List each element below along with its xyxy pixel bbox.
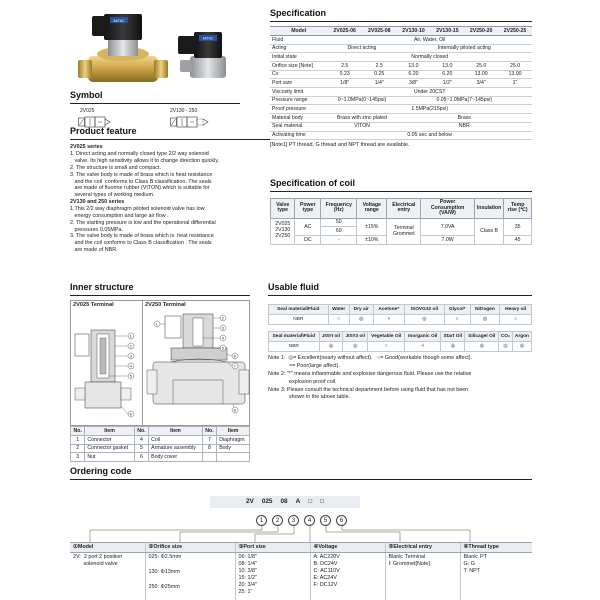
order-option: 25: 1" [238,589,253,596]
code-position-6: 6 [336,515,347,526]
spec-value: 3/4" [464,79,498,88]
product-photo [70,6,240,88]
svg-text:7: 7 [233,363,236,369]
diagram-2v250-label: 2V250 Terminal [145,302,186,309]
spec-value: 1" [498,79,532,88]
spec-value: VITON [327,122,396,131]
feature-line: 3. The valve body is made of brass which is heat resistance [70,233,214,240]
fluid-rating: ○ [368,342,405,352]
parts-row [71,435,250,444]
coil-temp-dc: 45 [504,235,532,244]
order-option: 250: Φ25mm [148,584,180,591]
spec-value: 1.5MPa(215psi) [327,105,532,114]
product-feature-section [70,126,270,254]
part-number: 8 [202,444,216,453]
part-name: Coil [149,435,203,444]
fluid-note-line: shown in the above table. [268,394,351,401]
valve-2v250-section-drawing [143,310,251,422]
order-option: 15: 1/2" [238,575,257,582]
ordering-section [70,466,532,600]
spec-value: 6.20 [397,70,431,79]
parts-row [71,444,250,453]
order-option: B: DC24V [313,561,338,568]
ordering-title: Ordering code [70,466,532,480]
code-orifice: 025 [261,498,273,506]
fluid-note-line: ×= Poor(large affect). [268,363,340,370]
spec-header-model: Model [270,27,327,36]
spec-value: 1/8" [327,79,362,88]
spec-row [270,35,532,44]
spec-value: Normally closed [327,53,532,62]
spec-value: 13.0 [430,62,464,71]
part-name: Armature assembly [149,444,203,453]
fluid-rating: ○ [328,315,349,325]
parts-header: Item [85,427,134,436]
order-option: C: AC110V [313,568,340,575]
code-port: 08 [280,498,288,506]
part-name: Body [217,444,250,453]
specification-section [270,8,532,150]
spec-row-label: Initial state [270,53,327,62]
part-number: 1 [71,435,85,444]
part-name: Nut [85,453,134,462]
specification-title: Specification [270,8,532,22]
parts-header: No. [71,427,85,436]
spec-value: 13.00 [464,70,498,79]
part-name: Diaphragm [217,435,250,444]
order-option: E: AC24V [313,575,337,582]
coil-power-consumption-dc: 7.0W [421,235,474,244]
feature-line: 1. Direct acting and normally closed type 2/2 way solenoid [70,151,209,158]
order-header: ②Orifice size [145,543,235,553]
fluid-rating: ◎ [349,315,373,325]
spec-value: 0.05 sec and below [327,131,532,140]
fluid-header: Argon [512,332,531,342]
fluid-header: Start Oil [441,332,465,342]
spec-row [270,44,532,53]
spec-value: 0~1.0MPa(0~145psi) [327,96,396,105]
spec-row-label: Port size [270,79,327,88]
diagram-2v250 [143,301,251,427]
code-position-5: 5 [320,515,331,526]
order-header: ⑤Electrical entry [385,543,460,553]
spec-header-2v025-06: 2V025-06 [327,27,362,36]
svg-text:5: 5 [129,373,132,379]
inner-structure-section [70,282,250,462]
inner-structure-title: Inner structure [70,282,250,296]
svg-text:1: 1 [155,321,158,327]
feature-line: are made of fluorine rubber (VITON) which is suitable for [70,185,210,192]
fluid-rating: ◎ [441,342,465,352]
feature-line: pressure≤ 0.05MPa. [70,226,123,233]
coil-power-consumption-ac: 7.0VA [421,218,474,235]
order-entry-cell [385,553,460,600]
order-header: ①Model [70,543,145,553]
order-option: solenoid valve [73,561,118,568]
spec-value: Internally piloted acting [397,44,532,53]
spec-row [270,70,532,79]
series-heading-2v130-250: 2V130 and 250 series [70,199,125,206]
fluid-rating: ○ [444,315,470,325]
order-header: ④Voltage [310,543,385,553]
code-position-3: 3 [288,515,299,526]
part-number: 4 [134,435,148,444]
fluid-note-line: Note 2: "*" means inflammable and explosive dangerous fluid. Please use the relative [268,370,472,377]
order-header: ⑥Thread type [460,543,532,553]
order-option: 2V: 2 port 2 position [73,554,123,561]
order-option: 20: 3/4" [238,582,257,589]
valve-2v025-section-drawing [71,310,143,422]
coil-header: Valve type [271,199,295,218]
part-number: 7 [202,435,216,444]
coil-power-dc: DC [295,235,321,244]
coil-temp-ac: 35 [504,218,532,235]
spec-value: Brass [397,114,532,123]
coil-header: Frequency (Hz) [321,199,357,218]
fluid-header: CO₂ [499,332,513,342]
spec-row-label: Cv [270,70,327,79]
parts-header: No. [202,427,216,436]
part-number: 2 [71,444,85,453]
feature-line: 3. The valve body is made of brass which is heat resistance [70,171,213,178]
fluid-header: Water [328,305,349,315]
spec-header-2v130-15: 2V130-15 [430,27,464,36]
feature-list-2v130-250 [70,206,270,254]
coil-freq-60: 60 [321,227,357,236]
diagram-2v025-label: 2V025 Terminal [73,302,114,309]
feature-line: 2. The starting pressure is low and the operational differential [70,219,216,226]
spec-row [270,88,532,97]
part-number: 6 [134,453,148,462]
product-feature-title: Product feature [70,126,270,140]
spec-row [270,105,532,114]
valve-large-image [78,14,168,82]
fluid-header: Nitrogen [470,305,500,315]
parts-header: Item [149,427,203,436]
order-option: 025: Φ2.5mm [148,554,182,561]
fluid-rating: ◎ [470,315,500,325]
order-voltage-cell [310,553,385,600]
svg-text:AirTAC: AirTAC [202,36,214,41]
spec-row-label: Material body [270,114,327,123]
spec-value: 3/8" [397,79,431,88]
coil-insulation: Class B [474,218,504,244]
fluid-rating: ◎ [465,342,499,352]
spec-header-2v250-25: 2V250-25 [498,27,532,36]
fluid-rating: ○ [500,315,532,325]
coil-header: Power Consumption (VA/W) [421,199,474,218]
code-voltage: A [295,498,301,506]
code-thread: □ [320,498,324,506]
coil-title: Specification of coil [270,178,532,192]
order-option: Blank: PT [463,554,487,561]
spec-row [270,131,532,140]
spec-value: Brass with zinc plated [327,114,396,123]
spec-row [270,96,532,105]
feature-line: and the coil conforms to Class B classification. The seals [70,178,212,185]
spec-row [270,122,532,131]
fluid-header: Seal material\Fluid [269,332,320,342]
order-option: G: G [463,561,475,568]
usable-fluid-title: Usable fluid [268,282,532,296]
order-option: Blank: Terminal [388,554,426,561]
part-number: 3 [71,453,85,462]
fluid-rating: ◎ [404,315,444,325]
coil-section [270,178,532,245]
coil-header: Electrical entry [387,199,421,218]
order-model-cell [70,553,145,600]
parts-row [71,453,250,462]
spec-row-label: Seal material [270,122,327,131]
part-number [202,453,216,462]
spec-row [270,62,532,71]
part-name: Connector gasket [85,444,134,453]
fluid-rating: NBR [269,342,320,352]
spec-value: 13.00 [498,70,532,79]
spec-row-label: Pressure range [270,96,327,105]
order-option: 130: Φ13mm [148,569,180,576]
part-name: Body cover [149,453,203,462]
fluid-rating: ◎ [319,342,343,352]
parts-header: Item [217,427,250,436]
fluid-rating: × [373,315,404,325]
order-option: 10: 3/8" [238,568,257,575]
order-orifice-cell [145,553,235,600]
fluid-note-line: Note 1: ◎= Excellent(nearly without affect). ○= Good(workable though some affect). [268,355,473,362]
fluid-table-2 [268,331,532,352]
feature-line: 2. The structure is small and compact. [70,164,161,171]
fluid-header: Silicagel Oil [465,332,499,342]
part-number: 5 [134,444,148,453]
spec-row-label: Fluid [270,35,327,44]
svg-text:AirTAC: AirTAC [113,18,125,23]
feature-line: energy consumption and large air flow . [70,212,169,219]
order-option: T: NPT [463,568,480,575]
order-option: F: DC12V [313,582,338,589]
spec-row [270,53,532,62]
svg-text:6: 6 [233,353,236,359]
usable-fluid-section [268,282,532,402]
spec-header-2v025-08: 2V025-08 [362,27,397,36]
spec-row-label: Activating time [270,131,327,140]
order-option: 06: 1/8" [238,554,257,561]
svg-text:2: 2 [221,315,224,321]
svg-text:3: 3 [221,325,224,331]
symbol-label-2v025: 2V025 [80,108,95,115]
fluid-note-line: Note 3: Please consult the technical department before using fluid that has not been [268,386,469,393]
specification-note: [Note1] PT thread, G thread and NPT thread are available. [270,142,410,149]
feature-line: are made of NBR. [70,247,118,254]
spec-value: 1/2" [430,79,464,88]
spec-value: 0.25 [362,70,397,79]
coil-header: Power type [295,199,321,218]
spec-row-label: Viscosity limit [270,88,327,97]
coil-power-ac: AC [295,218,321,235]
fluid-header: Acetone* [373,305,404,315]
svg-text:2: 2 [129,343,132,349]
fluid-rating: ◎ [343,342,368,352]
order-option: I: Grommet[Note] [388,561,430,568]
fluid-header: Vegetable Oil [368,332,405,342]
coil-freq-dc: - [321,235,357,244]
spec-value: 6.20 [430,70,464,79]
parts-table [70,426,250,462]
svg-text:8: 8 [233,407,236,413]
spec-value: 2.5 [362,62,397,71]
order-thread-cell [460,553,532,600]
series-heading-2v025: 2V025 series [70,144,103,151]
feature-line: 1.This 2/2 way diaphragm piloted solenoid valve has low [70,205,205,212]
order-option: 08: 1/4" [238,561,257,568]
code-position-2: 2 [272,515,283,526]
part-name: Connector [85,435,134,444]
spec-value: 25.0 [464,62,498,71]
feature-line: valve. Its high sensitivity allows it to change direction quickly. [70,157,220,164]
spec-row [270,79,532,88]
fluid-table-1 [268,304,532,325]
code-position-4: 4 [304,515,315,526]
diagram-2v025 [71,301,143,427]
fluid-notes [268,355,532,402]
fluid-header: JIS#3 oil [343,332,368,342]
fluid-rating: × [405,342,441,352]
valve-small-image [178,32,226,78]
fluid-rating: NBR [269,315,329,325]
spec-header-2v130-10: 2V130-10 [397,27,431,36]
specification-table [270,26,532,140]
coil-freq-50: 50 [321,218,357,227]
symbol-label-2v130: 2V130 · 250 [170,108,198,115]
svg-text:3: 3 [129,353,132,359]
coil-header: Voltage range [357,199,387,218]
spec-row-label: Proof pressure [270,105,327,114]
coil-volt-ac: ±15% [357,218,387,235]
ordering-table [70,542,532,600]
coil-volt-dc: ±10% [357,235,387,244]
fluid-header: Glycol* [444,305,470,315]
coil-valve-types: 2V025 2V130 2V250 [271,218,295,244]
svg-text:1: 1 [129,333,132,339]
spec-value: 1/4" [362,79,397,88]
spec-value: NBR [397,122,532,131]
coil-table [270,198,532,244]
part-name [217,453,250,462]
spec-row-label: Orifice size [Note] [270,62,327,71]
spec-value: Direct acting [327,44,396,53]
spec-value: 13.0 [397,62,431,71]
coil-header: Insulation [474,199,504,218]
symbol-title: Symbol [70,90,240,104]
fluid-header: Seal material\Fluid [269,305,329,315]
spec-row [270,114,532,123]
fluid-header: Dry air [349,305,373,315]
ordering-code-box [210,496,360,508]
spec-value: 25.0 [498,62,532,71]
fluid-header: JIS#I oil [319,332,343,342]
fluid-header: Heavy oil [500,305,532,315]
spec-value: Under 20CST [327,88,532,97]
code-model: 2V [246,498,254,506]
feature-line: several types of working medium. [70,192,155,199]
fluid-rating: ◎ [499,342,513,352]
fluid-header: Inorganic Oil [405,332,441,342]
order-header: ③Port size [235,543,310,553]
order-option: A: AC220V [313,554,340,561]
svg-text:6: 6 [129,411,132,417]
fluid-header: ISOVG32 oil [404,305,444,315]
parts-header: No. [134,427,148,436]
fluid-note-line: explosion proof coil. [268,378,337,385]
coil-header: Temp rise (℃) [504,199,532,218]
svg-text:4: 4 [129,363,132,369]
svg-text:5: 5 [221,345,224,351]
ordering-connector-lines [70,524,532,542]
feature-line: and the coil conforms to Class B classification . The seals [70,240,212,247]
spec-value: Air, Water, Oil [327,35,532,44]
fluid-rating: ◎ [512,342,531,352]
code-entry: □ [308,498,313,506]
spec-value: 0.05~1.0MPa(7~145psi) [397,96,532,105]
spec-value: 2.5 [327,62,362,71]
spec-row-label: Acting [270,44,327,53]
feature-list-2v025 [70,151,270,199]
coil-entry: Terminal Grommet [387,218,421,244]
spec-value: 0.23 [327,70,362,79]
svg-text:4: 4 [221,335,224,341]
order-port-cell [235,553,310,600]
spec-header-2v250-20: 2V250-20 [464,27,498,36]
code-position-1: 1 [256,515,267,526]
